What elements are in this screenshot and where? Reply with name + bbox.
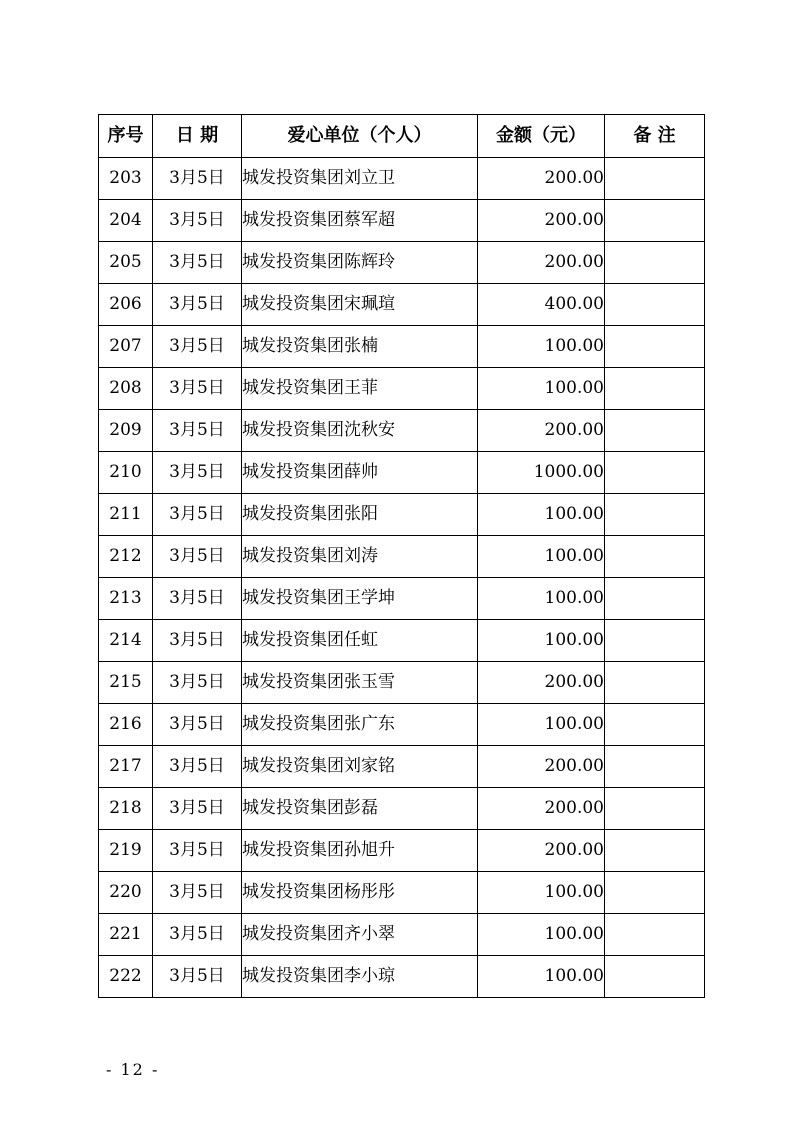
cell-amount: 1000.00 [478, 452, 605, 494]
cell-date: 3月5日 [153, 410, 242, 452]
cell-serial-number: 208 [99, 368, 153, 410]
cell-remark [605, 200, 705, 242]
cell-serial-number: 209 [99, 410, 153, 452]
table-row [99, 662, 705, 704]
cell-amount: 200.00 [478, 242, 605, 284]
cell-donor: 城发投资集团齐小翠 [242, 914, 478, 956]
table-row [99, 200, 705, 242]
cell-amount: 200.00 [478, 830, 605, 872]
cell-remark [605, 536, 705, 578]
cell-remark [605, 914, 705, 956]
cell-date: 3月5日 [153, 578, 242, 620]
cell-amount: 100.00 [478, 536, 605, 578]
cell-date: 3月5日 [153, 830, 242, 872]
cell-donor: 城发投资集团王学坤 [242, 578, 478, 620]
cell-remark [605, 410, 705, 452]
cell-serial-number: 212 [99, 536, 153, 578]
cell-remark [605, 326, 705, 368]
cell-amount: 200.00 [478, 200, 605, 242]
cell-date: 3月5日 [153, 746, 242, 788]
table-row [99, 326, 705, 368]
cell-remark [605, 452, 705, 494]
table-row [99, 494, 705, 536]
table-row [99, 578, 705, 620]
cell-remark [605, 158, 705, 200]
cell-donor: 城发投资集团陈辉玲 [242, 242, 478, 284]
cell-amount: 200.00 [478, 746, 605, 788]
cell-remark [605, 872, 705, 914]
cell-donor: 城发投资集团蔡军超 [242, 200, 478, 242]
cell-date: 3月5日 [153, 914, 242, 956]
cell-serial-number: 206 [99, 284, 153, 326]
cell-serial-number: 219 [99, 830, 153, 872]
cell-serial-number: 210 [99, 452, 153, 494]
donation-table [98, 114, 705, 998]
cell-donor: 城发投资集团张阳 [242, 494, 478, 536]
table-header-row [99, 115, 705, 158]
cell-date: 3月5日 [153, 788, 242, 830]
table-row [99, 830, 705, 872]
cell-serial-number: 220 [99, 872, 153, 914]
cell-amount: 100.00 [478, 956, 605, 998]
cell-serial-number: 216 [99, 704, 153, 746]
cell-donor: 城发投资集团王菲 [242, 368, 478, 410]
cell-amount: 200.00 [478, 158, 605, 200]
cell-serial-number: 211 [99, 494, 153, 536]
cell-serial-number: 214 [99, 620, 153, 662]
cell-donor: 城发投资集团薛帅 [242, 452, 478, 494]
cell-remark [605, 620, 705, 662]
table-row [99, 452, 705, 494]
cell-amount: 100.00 [478, 914, 605, 956]
cell-remark [605, 956, 705, 998]
cell-amount: 400.00 [478, 284, 605, 326]
header-amount: 金额（元） [478, 115, 605, 158]
cell-remark [605, 788, 705, 830]
cell-amount: 100.00 [478, 368, 605, 410]
cell-remark [605, 830, 705, 872]
table-row [99, 242, 705, 284]
cell-donor: 城发投资集团孙旭升 [242, 830, 478, 872]
cell-serial-number: 218 [99, 788, 153, 830]
table-body [99, 158, 705, 998]
cell-amount: 200.00 [478, 410, 605, 452]
donation-table-container [98, 114, 704, 998]
cell-donor: 城发投资集团宋珮瑄 [242, 284, 478, 326]
cell-serial-number: 222 [99, 956, 153, 998]
table-row [99, 284, 705, 326]
cell-amount: 200.00 [478, 788, 605, 830]
cell-remark [605, 704, 705, 746]
cell-donor: 城发投资集团刘立卫 [242, 158, 478, 200]
cell-donor: 城发投资集团沈秋安 [242, 410, 478, 452]
table-row [99, 704, 705, 746]
header-donor: 爱心单位（个人） [242, 115, 478, 158]
cell-date: 3月5日 [153, 326, 242, 368]
table-row [99, 410, 705, 452]
cell-amount: 100.00 [478, 494, 605, 536]
cell-serial-number: 213 [99, 578, 153, 620]
cell-amount: 100.00 [478, 326, 605, 368]
cell-date: 3月5日 [153, 872, 242, 914]
cell-date: 3月5日 [153, 494, 242, 536]
cell-date: 3月5日 [153, 158, 242, 200]
cell-amount: 200.00 [478, 662, 605, 704]
cell-remark [605, 242, 705, 284]
cell-date: 3月5日 [153, 284, 242, 326]
table-row [99, 536, 705, 578]
cell-serial-number: 205 [99, 242, 153, 284]
table-row [99, 368, 705, 410]
cell-donor: 城发投资集团杨彤彤 [242, 872, 478, 914]
cell-donor: 城发投资集团刘涛 [242, 536, 478, 578]
cell-serial-number: 221 [99, 914, 153, 956]
table-row [99, 872, 705, 914]
cell-serial-number: 217 [99, 746, 153, 788]
cell-remark [605, 368, 705, 410]
cell-remark [605, 284, 705, 326]
cell-donor: 城发投资集团李小琼 [242, 956, 478, 998]
cell-date: 3月5日 [153, 662, 242, 704]
cell-date: 3月5日 [153, 620, 242, 662]
header-serial-number: 序号 [99, 115, 153, 158]
cell-amount: 100.00 [478, 578, 605, 620]
table-row [99, 788, 705, 830]
cell-date: 3月5日 [153, 704, 242, 746]
cell-date: 3月5日 [153, 368, 242, 410]
cell-remark [605, 746, 705, 788]
cell-serial-number: 203 [99, 158, 153, 200]
cell-donor: 城发投资集团张楠 [242, 326, 478, 368]
cell-donor: 城发投资集团张玉雪 [242, 662, 478, 704]
cell-date: 3月5日 [153, 956, 242, 998]
table-row [99, 620, 705, 662]
header-date: 日 期 [153, 115, 242, 158]
table-row [99, 956, 705, 998]
cell-amount: 100.00 [478, 704, 605, 746]
cell-amount: 100.00 [478, 620, 605, 662]
cell-remark [605, 494, 705, 536]
cell-date: 3月5日 [153, 452, 242, 494]
cell-serial-number: 204 [99, 200, 153, 242]
cell-remark [605, 578, 705, 620]
table-row [99, 746, 705, 788]
cell-date: 3月5日 [153, 200, 242, 242]
table-row [99, 158, 705, 200]
cell-donor: 城发投资集团彭磊 [242, 788, 478, 830]
cell-amount: 100.00 [478, 872, 605, 914]
cell-date: 3月5日 [153, 242, 242, 284]
cell-donor: 城发投资集团刘家铭 [242, 746, 478, 788]
cell-serial-number: 215 [99, 662, 153, 704]
page-number: - 12 - [106, 1060, 160, 1079]
cell-donor: 城发投资集团任虹 [242, 620, 478, 662]
table-row [99, 914, 705, 956]
cell-serial-number: 207 [99, 326, 153, 368]
header-remark: 备 注 [605, 115, 705, 158]
cell-date: 3月5日 [153, 536, 242, 578]
cell-donor: 城发投资集团张广东 [242, 704, 478, 746]
cell-remark [605, 662, 705, 704]
